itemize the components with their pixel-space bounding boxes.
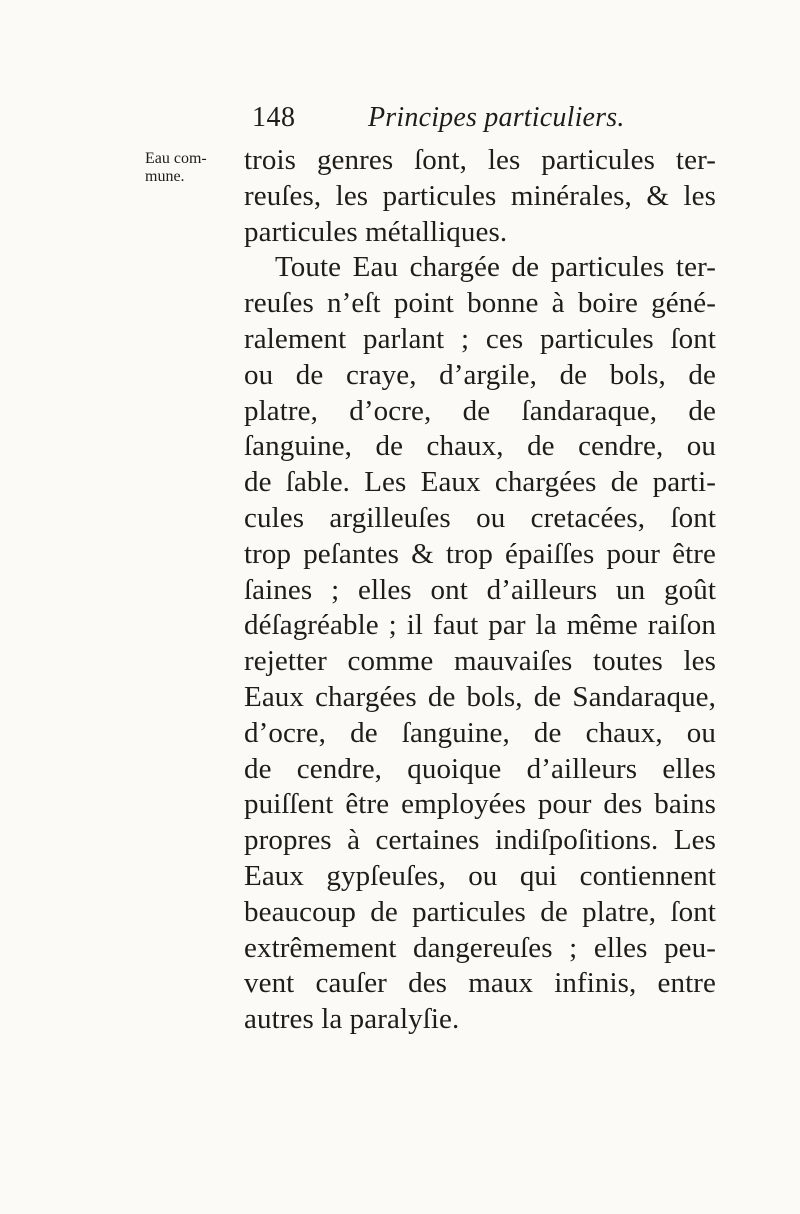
text-line: reuſes, les particules minérales, & les xyxy=(244,179,716,212)
text-line: beaucoup de particules de platre, ſont xyxy=(244,895,716,928)
text-line: d’ocre, de ſanguine, de chaux, ou xyxy=(244,716,716,749)
text-line: ralement parlant ; ces particules ſont xyxy=(244,322,716,355)
text-line: déſagréable ; il faut par la même raiſon xyxy=(244,609,716,642)
text-line: vent cauſer des maux infinis, entre xyxy=(244,967,716,1000)
text-line: puiſſent être employées pour des bains xyxy=(244,788,716,821)
text-line: extrêmement dangereuſes ; elles peu- xyxy=(244,931,716,964)
margin-note xyxy=(145,150,245,186)
text-line: ſaines ; elles ont d’ailleurs un goût xyxy=(244,573,716,606)
text-line: de cendre, quoique d’ailleurs elles xyxy=(244,752,716,785)
text-line: trois genres ſont, les particules ter- xyxy=(244,144,716,176)
text-line: reuſes n’eſt point bonne à boire géné- xyxy=(244,287,716,320)
text-line: autres la paralyſie. xyxy=(244,1003,460,1036)
text-line: cules argilleuſes ou cretacées, ſont xyxy=(244,501,716,534)
text-line: de ſable. Les Eaux chargées de parti- xyxy=(244,466,716,499)
margin-note-line: Eau com- xyxy=(145,150,207,167)
running-head: Principes particuliers. xyxy=(368,102,625,133)
text-line: Toute Eau chargée de particules ter- xyxy=(275,251,716,284)
text-line: particules métalliques. xyxy=(244,215,508,248)
text-line: ou de craye, d’argile, de bols, de xyxy=(244,358,716,391)
text-line: Eaux gypſeuſes, ou qui contiennent xyxy=(244,859,716,892)
page-header xyxy=(252,102,722,140)
margin-note-line: mune. xyxy=(145,168,185,185)
text-line: trop peſantes & trop épaiſſes pour être xyxy=(244,537,716,570)
page-number: 148 xyxy=(252,102,296,133)
text-line: Eaux chargées de bols, de Sandaraque, xyxy=(244,680,716,713)
text-line: platre, d’ocre, de ſandaraque, de xyxy=(244,394,716,427)
text-line: ſanguine, de chaux, de cendre, ou xyxy=(244,430,716,463)
text-line: rejetter comme mauvaiſes toutes les xyxy=(244,645,716,678)
text-line: propres à certaines indiſpoſitions. Les xyxy=(244,824,716,857)
main-text-block xyxy=(244,143,716,1038)
